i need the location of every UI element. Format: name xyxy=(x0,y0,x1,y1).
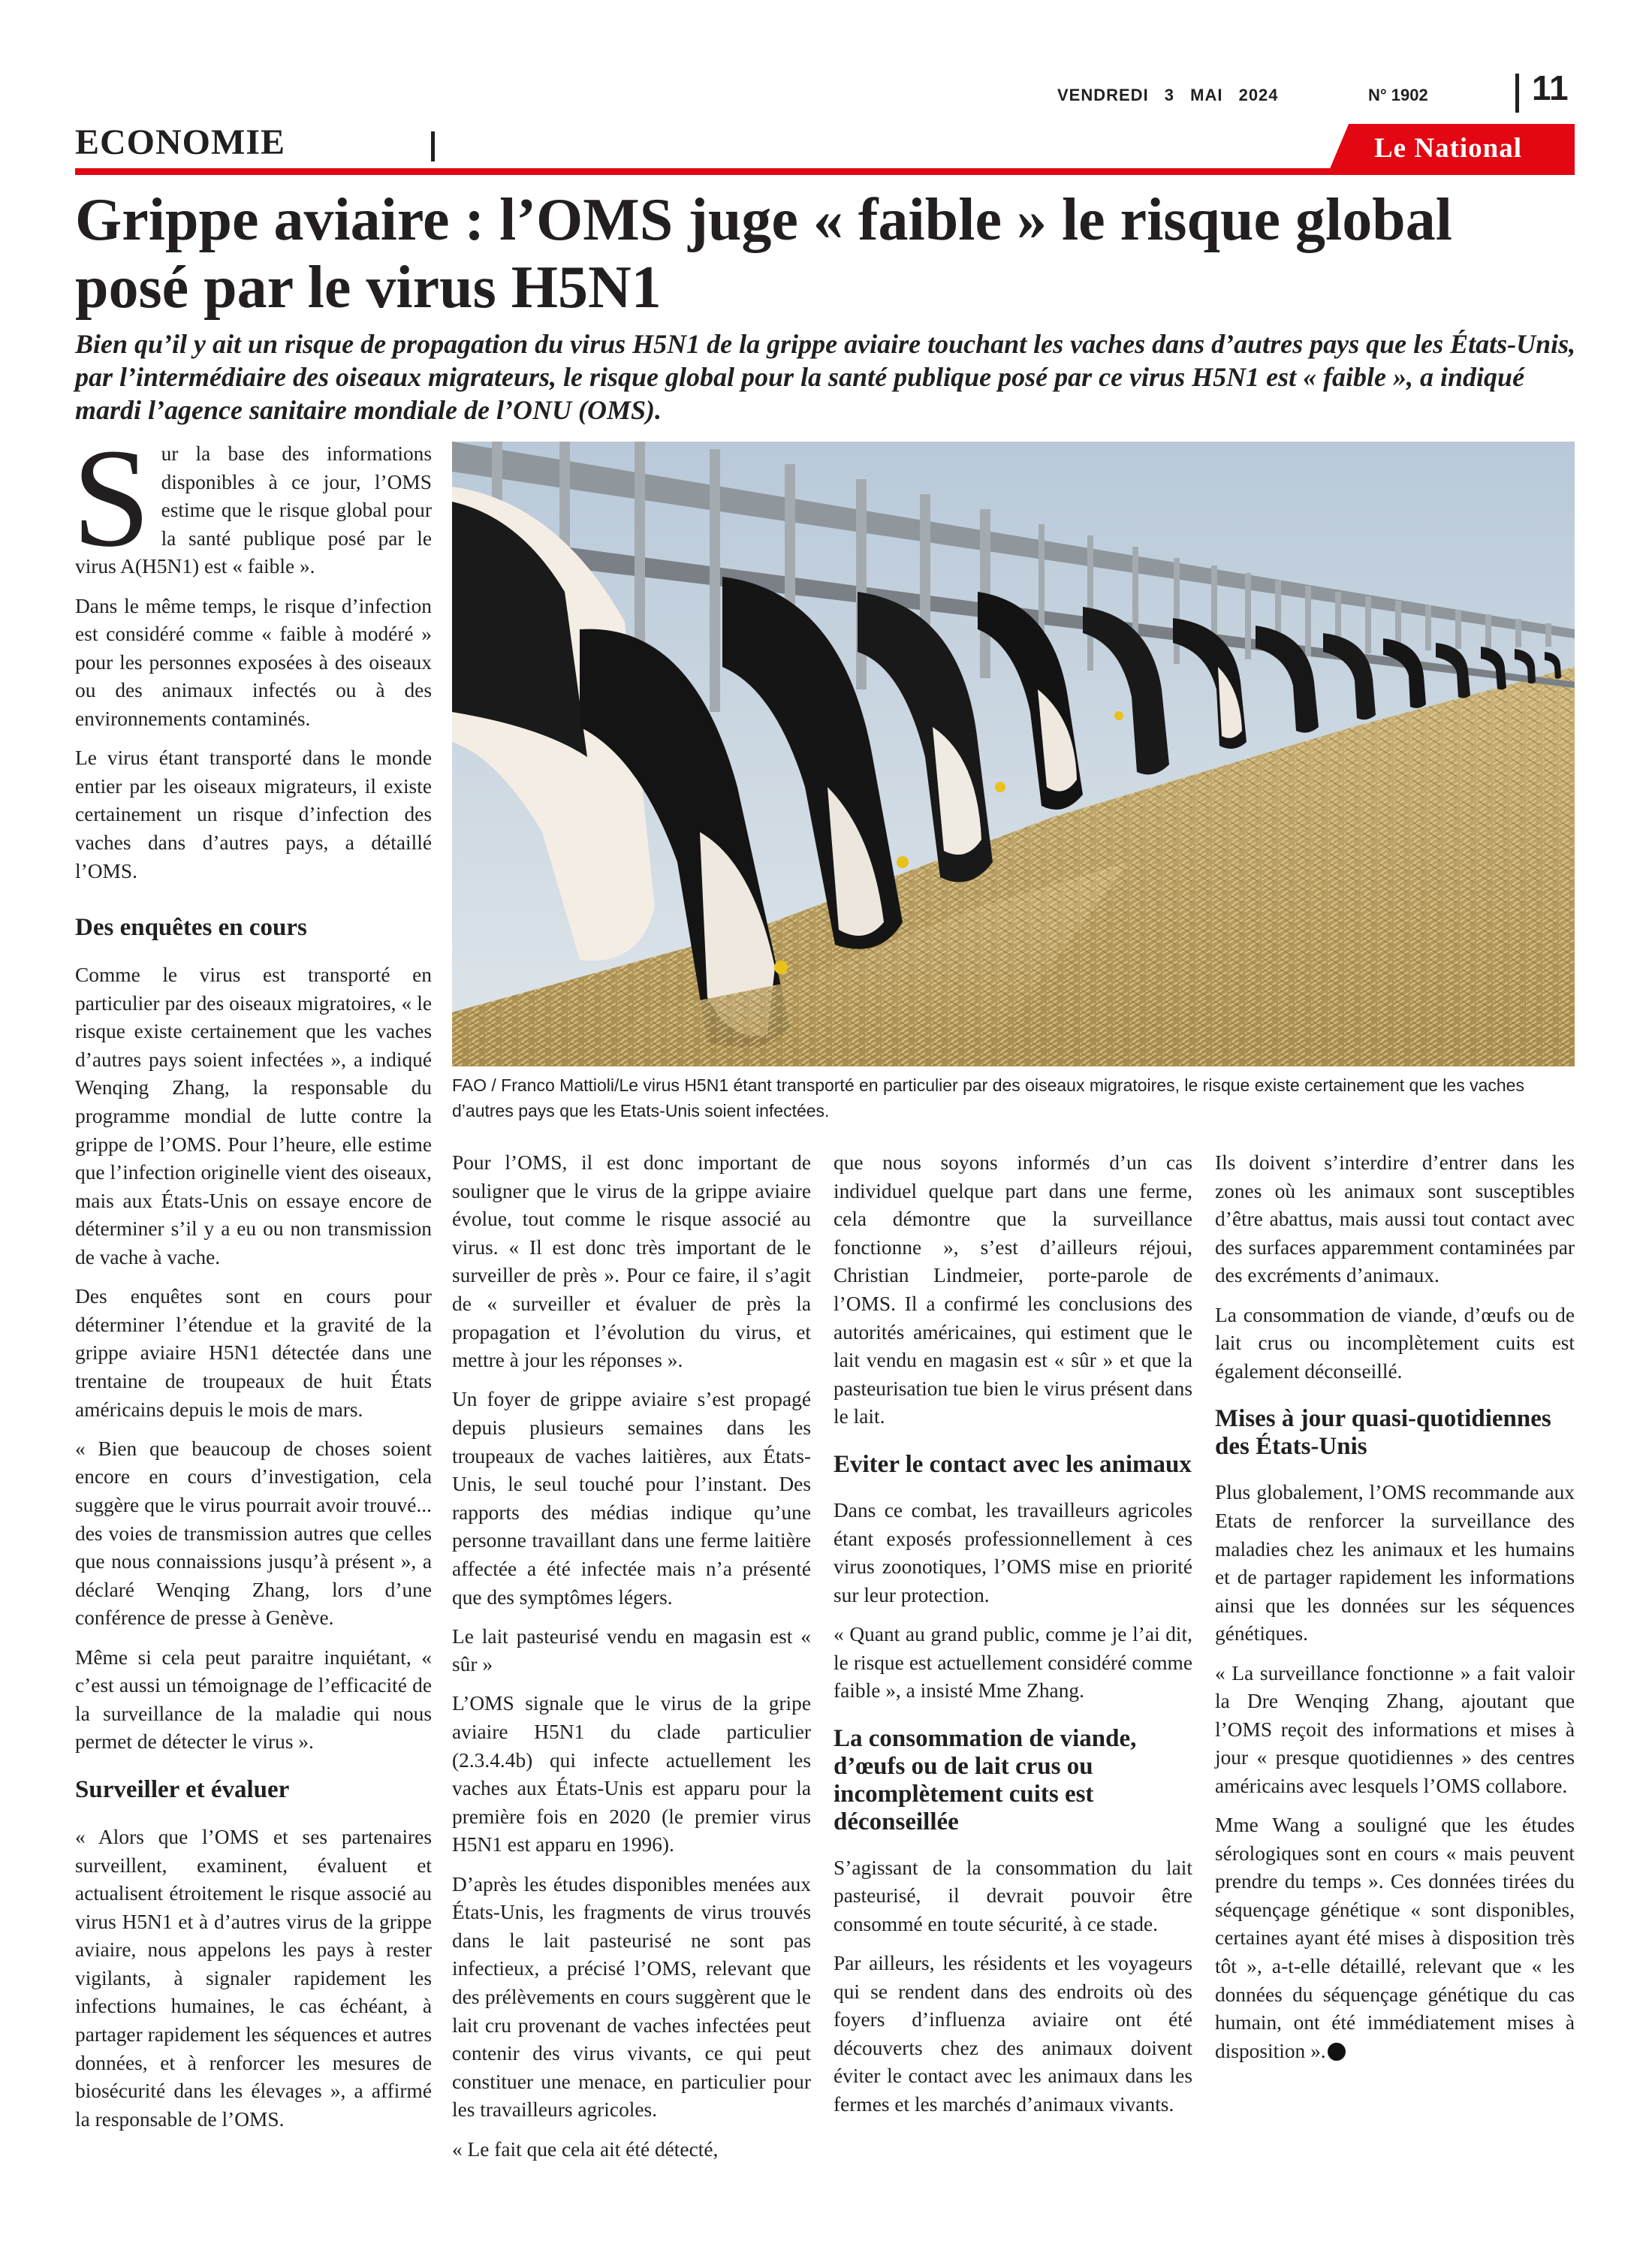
article-paragraph: Même si cela peut paraitre inquiétant, « c’est aussi un témoignage de l’efficacité de la surveillance de la maladie qui nous permet de détecter le virus ». xyxy=(75,1645,432,1754)
article-paragraph: Comme le virus est transporté en particulier par des oiseaux migratoires, « le risque existe certainement que les vaches d’autres pays soient infectées », a indiqué Wenqing Zhang, la responsable du programme mondial de lutte contre la grippe de l’OMS. Pour l’heure, elle estime que l’infection originelle vient des oiseaux, mais aux États-Unis on essaye encore de déterminer s’il y a eu ou non transmission de vache à vache. xyxy=(75,964,432,1269)
cows-feeding-photo xyxy=(452,442,1575,1066)
article-column-1 xyxy=(72,419,432,2145)
subheading: Des enquêtes en cours xyxy=(75,914,307,942)
article-paragraph: « Bien que beaucoup de choses soient encore en cours d’investigation, cela suggère que le virus pourrait avoir trouvé... des voies de transmission autres que celles que nous connaissions jusqu’à présent », a déclaré Wenqing Zhang, lors d’une conférence de presse à Genève. xyxy=(75,1437,432,1630)
subheading: La consommation de viande, d’œufs ou de lait crus ou incomplètement cuits est déconseillée xyxy=(834,1724,1137,1835)
article-paragraph: Le virus étant transporté dans le monde entier par les oiseaux migrateurs, il existe certainement un risque d’infection des vaches dans d’autres pays, a détaillé l’OMS. xyxy=(75,746,432,882)
article-paragraph: « Le fait que cela ait été détecté, xyxy=(452,2137,719,2161)
paragraph-text: Mme Wang a souligné que les études sérologiques sont en cours « mais peuvent prendre du temps ». Ces données tirées du séquençage génétique « sont disponibles, certaines ayant été mises à disposition très tôt », a-t-elle détaillé, relevant que « les données du séquençage génétique du cas humain, ont été immédiatement mises à disposition ». xyxy=(1215,1814,1575,2062)
article-paragraph: La consommation de viande, d’œufs ou de lait crus ou incomplètement cuits est également déconseillé. xyxy=(1215,1303,1575,1383)
subheading: Eviter le contact avec les animaux xyxy=(834,1450,1192,1478)
article-paragraph: Le lait pasteurisé vendu en magasin est « sûr » xyxy=(452,1624,811,1676)
article-paragraph: Plus globalement, l’OMS recommande aux Etats de renforcer la surveillance des maladies chez les animaux et les humains et de partager rapidement les informations ainsi que les données sur les séquences génétiques. xyxy=(1215,1481,1575,1645)
page-number: 11 xyxy=(1532,68,1569,107)
article-paragraph: D’après les études disponibles menées aux États-Unis, les fragments de virus trouvés dans le lait pasteurisé ne sont pas infectieux, a précisé l’OMS, relevant que des prélèvements en cours suggèrent que le lait cru provenant de vaches infectées peut contenir des virus vivants, ce qui peut constituer une menace, en particulier pour les travailleurs agricoles. xyxy=(452,1872,811,2122)
newspaper-brand: Le National xyxy=(1374,133,1523,164)
section-divider xyxy=(431,131,435,161)
article-paragraph xyxy=(1215,1811,1575,2065)
end-of-article-icon xyxy=(1328,2043,1346,2061)
article-column-2 xyxy=(452,1149,811,2175)
article-paragraph: « La surveillance fonctionne » a fait valoir la Dre Wenqing Zhang, ajoutant que l’OMS reçoit des informations et mises à jour « presque quotidiennes » des centres américains avec lesquels l’OMS collabore. xyxy=(1215,1661,1575,1797)
article-paragraph: Dans le même temps, le risque d’infection est considéré comme « faible à modéré » pour les personnes exposées à des oiseaux ou des animaux infectés ou à des environnements contaminés. xyxy=(75,594,432,730)
article-column-4 xyxy=(1215,1149,1575,2077)
article-headline: Grippe aviaire : l’OMS juge « faible » le risque global posé par le virus H5N1 xyxy=(75,187,1452,321)
section-label: ECONOMIE xyxy=(75,122,286,162)
article-photo xyxy=(452,442,1575,1066)
article-paragraph: S’agissant de la consommation du lait pasteurisé, il devrait pouvoir être consommé en toute sécurité, à ce stade. xyxy=(834,1856,1192,1935)
article-paragraph: Dans ce combat, les travailleurs agricoles étant exposés professionnellement à ces virus zoonotiques, l’OMS mise en priorité sur leur protection. xyxy=(834,1498,1192,1606)
masthead xyxy=(0,0,1652,180)
drop-cap: S xyxy=(72,419,151,576)
article-paragraph: Des enquêtes sont en cours pour déterminer l’étendue et la gravité de la grippe aviaire H5N1 détectée dans une trentaine de troupeaux de huit États américains depuis le mois de mars. xyxy=(75,1285,432,1421)
subheading: Surveiller et évaluer xyxy=(75,1775,290,1803)
article-paragraph: Ils doivent s’interdire d’entrer dans les zones où les animaux sont susceptibles d’être abattus, mais aussi tout contact avec des surfaces apparemment contaminées par des excréments d’animaux. xyxy=(1215,1151,1575,1287)
paragraph-text: ur la base des informations disponibles à ce jour, l’OMS estime que le risque global pour la santé publique posé par le virus A(H5N1) est « faible ». xyxy=(75,442,432,578)
article-paragraph: que nous soyons informés d’un cas individuel quelque part dans une ferme, cela démontre que la surveillance fonctionne », s’est d’ailleurs réjoui, Christian Lindmeier, porte-parole de l’OMS. Il a confirmé les conclusions des autorités américaines, qui estiment que le lait vendu en magasin est « sûr » et que la pasteurisation tue bien le virus présent dans le lait. xyxy=(834,1151,1192,1428)
issue-date: VENDREDI 3 MAI 2024 xyxy=(1057,86,1279,104)
article-paragraph: L’OMS signale que le virus de la gripe aviaire H5N1 du clade particulier (2.3.4.4b) qui infecte actuellement les vaches aux États-Unis est apparu pour la première fois en 2020 (le premier virus H5N1 est apparu en 1996). xyxy=(452,1692,811,1856)
article-paragraph: « Quant au grand public, comme je l’ai dit, le risque est actuellement considéré comme faible », a insisté Mme Zhang. xyxy=(834,1622,1192,1703)
article-paragraph xyxy=(72,419,432,581)
article-column-3 xyxy=(834,1149,1192,2130)
article-paragraph: « Alors que l’OMS et ses partenaires surveillent, examinent, évaluent et actualisent étroitement le risque associé au virus H5N1 et à d’autres virus de la grippe aviaire, nous appelons les pays à rester vigilants, à signaler rapidement les infections humaines, le cas échéant, à partager rapidement les séquences et autres données, et à renforcer les mesures de biosécurité dans les élevages », a affirmé la responsable de l’OMS. xyxy=(75,1825,432,2131)
article-paragraph: Par ailleurs, les résidents et les voyageurs qui se rendent dans des endroits où des foyers d’influenza aviaire ont été découverts chez des animaux doivent éviter le contact avec les animaux dans les fermes et les marchés d’animaux vivants. xyxy=(834,1952,1192,2116)
subheading: Mises à jour quasi-quotidiennes des États-Unis xyxy=(1215,1405,1551,1461)
article-paragraph: Pour l’OMS, il est donc important de souligner que le virus de la grippe aviaire évolue, tout comme le risque associé au virus. « Il est donc très important de le surveiller de près ». Pour ce faire, il s’agit de « surveiller et évaluer de près la propagation et l’évolution du virus, et mettre à jour les réponses ». xyxy=(452,1151,811,1372)
article-paragraph: Un foyer de grippe aviaire s’est propagé depuis plusieurs semaines dans les troupeaux de vaches laitières, aux États-Unis, le seul touché pour l’instant. Des rapports des médias indique qu’une personne travaillant dans une ferme laitière affectée a été infectée mais n’a présenté que des symptômes légers. xyxy=(452,1388,811,1609)
issue-number: N° 1902 xyxy=(1368,86,1428,104)
page-number-divider xyxy=(1515,74,1519,113)
photo-caption: FAO / Franco Mattioli/Le virus H5N1 étant transporté en particulier par des oiseaux migratoires, le risque existe certainement que les vaches d’autres pays que les Etats-Unis soient infectées. xyxy=(452,1075,1524,1120)
article-lead: Bien qu’il y ait un risque de propagation du virus H5N1 de la grippe aviaire touchant les vaches dans d’autres pays que les États-Unis, par l’intermédiaire des oiseaux migrateurs, le risque global pour la santé publique posé par ce virus H5N1 est « faible », a indiqué mardi l’agence sanitaire mondiale de l’ONU (OMS). xyxy=(75,329,1576,425)
